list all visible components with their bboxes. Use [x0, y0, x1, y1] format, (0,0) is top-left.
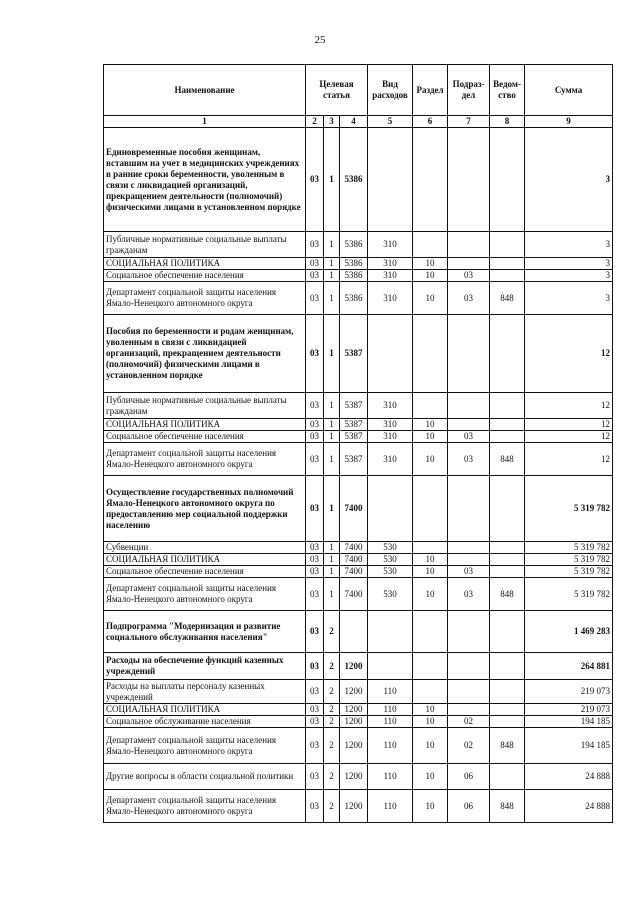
department-code — [490, 476, 525, 542]
section-code: 10 — [413, 566, 448, 578]
table-row — [104, 258, 613, 270]
subsection-code — [448, 611, 490, 653]
target-program-code: 03 — [306, 419, 324, 431]
row-amount: 24 888 — [525, 790, 613, 823]
department-code — [490, 542, 525, 554]
row-name: Публичные нормативные социальные выплаты гражданам — [104, 232, 306, 258]
section-code: 10 — [413, 764, 448, 790]
header-row — [104, 65, 613, 116]
expense-type-code: 110 — [368, 728, 413, 764]
expense-type-code: 310 — [368, 258, 413, 270]
subsection-code — [448, 704, 490, 716]
table-row — [104, 393, 613, 419]
column-number: 5 — [368, 116, 413, 128]
row-amount: 3 — [525, 270, 613, 282]
department-code: 848 — [490, 578, 525, 611]
table-row — [104, 270, 613, 282]
row-name: Социальное обслуживание населения — [104, 716, 306, 728]
subsection-code — [448, 554, 490, 566]
department-code: 848 — [490, 728, 525, 764]
row-amount: 194 185 — [525, 716, 613, 728]
target-subprogram-code: 1 — [324, 315, 340, 393]
target-item-code: 5387 — [340, 443, 368, 476]
header-section: Раздел — [413, 65, 448, 116]
header-amount: Сумма — [525, 65, 613, 116]
row-amount: 264 881 — [525, 653, 613, 680]
row-name: Подпрограмма "Модернизация и развитие социального обслуживания населения" — [104, 611, 306, 653]
section-code — [413, 680, 448, 704]
subsection-code: 03 — [448, 270, 490, 282]
department-code: 848 — [490, 443, 525, 476]
target-program-code: 03 — [306, 680, 324, 704]
target-item-code: 5386 — [340, 270, 368, 282]
target-subprogram-code: 1 — [324, 542, 340, 554]
budget-table — [103, 64, 613, 823]
section-code: 10 — [413, 270, 448, 282]
header-expense-type: Вид расходов — [368, 65, 413, 116]
department-code — [490, 704, 525, 716]
row-name: Расходы на выплаты персоналу казенных учреждений — [104, 680, 306, 704]
subsection-code — [448, 476, 490, 542]
row-name: Субвенции — [104, 542, 306, 554]
department-code — [490, 419, 525, 431]
row-amount: 219 073 — [525, 704, 613, 716]
table-row — [104, 578, 613, 611]
target-program-code: 03 — [306, 578, 324, 611]
row-name: СОЦИАЛЬНАЯ ПОЛИТИКА — [104, 554, 306, 566]
target-program-code: 03 — [306, 232, 324, 258]
subsection-code — [448, 419, 490, 431]
expense-type-code: 530 — [368, 566, 413, 578]
row-amount: 219 073 — [525, 680, 613, 704]
row-amount: 24 888 — [525, 764, 613, 790]
table-row — [104, 716, 613, 728]
target-program-code: 03 — [306, 282, 324, 315]
table-row — [104, 790, 613, 823]
target-item-code: 5386 — [340, 232, 368, 258]
target-program-code: 03 — [306, 611, 324, 653]
row-amount: 5 319 782 — [525, 578, 613, 611]
expense-type-code — [368, 476, 413, 542]
section-code: 10 — [413, 578, 448, 611]
row-name: Департамент социальной защиты населения Ямало-Ненецкого автономного округа — [104, 790, 306, 823]
target-item-code: 1200 — [340, 653, 368, 680]
target-item-code: 7400 — [340, 476, 368, 542]
table-row — [104, 704, 613, 716]
target-item-code: 5387 — [340, 419, 368, 431]
section-code: 10 — [413, 790, 448, 823]
department-code — [490, 128, 525, 232]
table-row — [104, 554, 613, 566]
target-item-code — [340, 611, 368, 653]
expense-type-code: 310 — [368, 393, 413, 419]
department-code — [490, 680, 525, 704]
department-code — [490, 611, 525, 653]
table-row — [104, 128, 613, 232]
subsection-code — [448, 680, 490, 704]
section-code — [413, 611, 448, 653]
row-amount: 1 469 283 — [525, 611, 613, 653]
section-code: 10 — [413, 431, 448, 443]
table-row — [104, 419, 613, 431]
target-item-code: 1200 — [340, 790, 368, 823]
row-name: Расходы на обеспечение функций казенных учреждений — [104, 653, 306, 680]
row-name: Департамент социальной защиты населения Ямало-Ненецкого автономного округа — [104, 728, 306, 764]
row-name: СОЦИАЛЬНАЯ ПОЛИТИКА — [104, 419, 306, 431]
row-amount: 12 — [525, 393, 613, 419]
target-item-code: 5387 — [340, 431, 368, 443]
target-program-code: 03 — [306, 476, 324, 542]
row-amount: 12 — [525, 419, 613, 431]
column-number: 9 — [525, 116, 613, 128]
column-number: 7 — [448, 116, 490, 128]
section-code: 10 — [413, 704, 448, 716]
target-program-code: 03 — [306, 554, 324, 566]
department-code — [490, 270, 525, 282]
subsection-code: 02 — [448, 716, 490, 728]
department-code — [490, 258, 525, 270]
row-name: Социальное обеспечение населения — [104, 270, 306, 282]
target-subprogram-code: 2 — [324, 704, 340, 716]
target-item-code: 7400 — [340, 578, 368, 611]
section-code — [413, 393, 448, 419]
row-name: СОЦИАЛЬНАЯ ПОЛИТИКА — [104, 704, 306, 716]
section-code — [413, 476, 448, 542]
subsection-code: 03 — [448, 566, 490, 578]
subsection-code — [448, 258, 490, 270]
target-subprogram-code: 1 — [324, 282, 340, 315]
target-subprogram-code: 2 — [324, 790, 340, 823]
section-code — [413, 653, 448, 680]
target-item-code: 5387 — [340, 393, 368, 419]
section-code — [413, 542, 448, 554]
target-subprogram-code: 1 — [324, 393, 340, 419]
target-item-code: 1200 — [340, 728, 368, 764]
table-row — [104, 653, 613, 680]
target-item-code: 1200 — [340, 764, 368, 790]
section-code: 10 — [413, 554, 448, 566]
expense-type-code: 110 — [368, 704, 413, 716]
department-code — [490, 653, 525, 680]
department-code — [490, 764, 525, 790]
page-number: 25 — [314, 34, 326, 46]
header-name: Наименование — [104, 65, 306, 116]
row-amount: 3 — [525, 128, 613, 232]
subsection-code — [448, 128, 490, 232]
target-subprogram-code: 2 — [324, 764, 340, 790]
expense-type-code: 310 — [368, 443, 413, 476]
expense-type-code — [368, 315, 413, 393]
subsection-code — [448, 315, 490, 393]
subsection-code — [448, 542, 490, 554]
target-subprogram-code: 1 — [324, 232, 340, 258]
expense-type-code — [368, 128, 413, 232]
target-item-code: 5386 — [340, 258, 368, 270]
row-amount: 12 — [525, 443, 613, 476]
target-program-code: 03 — [306, 716, 324, 728]
target-subprogram-code: 1 — [324, 270, 340, 282]
target-program-code: 03 — [306, 128, 324, 232]
row-name: Социальное обеспечение населения — [104, 431, 306, 443]
row-amount: 5 319 782 — [525, 554, 613, 566]
section-code: 10 — [413, 258, 448, 270]
target-program-code: 03 — [306, 315, 324, 393]
row-amount: 5 319 782 — [525, 566, 613, 578]
row-amount: 12 — [525, 315, 613, 393]
table-row — [104, 680, 613, 704]
target-program-code: 03 — [306, 764, 324, 790]
table-row — [104, 476, 613, 542]
department-code — [490, 716, 525, 728]
table-row — [104, 232, 613, 258]
target-subprogram-code: 1 — [324, 578, 340, 611]
table-row — [104, 611, 613, 653]
section-code — [413, 128, 448, 232]
target-program-code: 03 — [306, 653, 324, 680]
column-number: 8 — [490, 116, 525, 128]
target-program-code: 03 — [306, 704, 324, 716]
subsection-code: 06 — [448, 790, 490, 823]
target-subprogram-code: 1 — [324, 419, 340, 431]
subsection-code — [448, 393, 490, 419]
subsection-code: 03 — [448, 578, 490, 611]
target-subprogram-code: 2 — [324, 611, 340, 653]
expense-type-code: 310 — [368, 270, 413, 282]
target-item-code: 5387 — [340, 315, 368, 393]
target-subprogram-code: 2 — [324, 653, 340, 680]
target-subprogram-code: 1 — [324, 431, 340, 443]
column-number-row — [104, 116, 613, 128]
target-program-code: 03 — [306, 431, 324, 443]
department-code: 848 — [490, 790, 525, 823]
table-row — [104, 282, 613, 315]
table-row — [104, 431, 613, 443]
target-program-code: 03 — [306, 790, 324, 823]
department-code — [490, 232, 525, 258]
department-code: 848 — [490, 282, 525, 315]
section-code — [413, 232, 448, 258]
column-number: 2 — [306, 116, 324, 128]
row-name: Публичные нормативные социальные выплаты гражданам — [104, 393, 306, 419]
column-number: 1 — [104, 116, 306, 128]
section-code: 10 — [413, 282, 448, 315]
target-subprogram-code: 1 — [324, 554, 340, 566]
section-code — [413, 315, 448, 393]
department-code — [490, 315, 525, 393]
table-row — [104, 315, 613, 393]
target-item-code: 1200 — [340, 704, 368, 716]
department-code — [490, 566, 525, 578]
target-subprogram-code: 1 — [324, 443, 340, 476]
section-code: 10 — [413, 443, 448, 476]
target-subprogram-code: 1 — [324, 128, 340, 232]
subsection-code: 03 — [448, 431, 490, 443]
target-item-code: 7400 — [340, 566, 368, 578]
header-department: Ведом-ство — [490, 65, 525, 116]
subsection-code — [448, 232, 490, 258]
target-program-code: 03 — [306, 728, 324, 764]
target-program-code: 03 — [306, 258, 324, 270]
expense-type-code: 110 — [368, 680, 413, 704]
row-name: Единовременные пособия женщинам, вставшим на учет в медицинских учреждениях в ранние сроки беременности, уволенным в связи с ликвидацией организаций, прекращением деятельности (полномочий) физическими лицами в установленном порядке — [104, 128, 306, 232]
subsection-code — [448, 653, 490, 680]
row-amount: 194 185 — [525, 728, 613, 764]
target-subprogram-code: 2 — [324, 716, 340, 728]
target-program-code: 03 — [306, 393, 324, 419]
row-name: Департамент социальной защиты населения Ямало-Ненецкого автономного округа — [104, 443, 306, 476]
target-program-code: 03 — [306, 542, 324, 554]
department-code — [490, 431, 525, 443]
subsection-code: 03 — [448, 282, 490, 315]
target-program-code: 03 — [306, 270, 324, 282]
row-amount: 5 319 782 — [525, 476, 613, 542]
row-name: СОЦИАЛЬНАЯ ПОЛИТИКА — [104, 258, 306, 270]
row-name: Пособия по беременности и родам женщинам, уволенным в связи с ликвидацией организаций, прекращением деятельности (полномочий) физическими лицами в установленном порядке — [104, 315, 306, 393]
table-row — [104, 728, 613, 764]
target-item-code: 5386 — [340, 282, 368, 315]
section-code: 10 — [413, 728, 448, 764]
table-body — [104, 128, 613, 823]
target-item-code: 7400 — [340, 542, 368, 554]
target-subprogram-code: 1 — [324, 258, 340, 270]
department-code — [490, 393, 525, 419]
target-subprogram-code: 2 — [324, 728, 340, 764]
target-subprogram-code: 1 — [324, 476, 340, 542]
target-program-code: 03 — [306, 566, 324, 578]
row-amount: 3 — [525, 258, 613, 270]
header-subsection: Подраз-дел — [448, 65, 490, 116]
target-item-code: 7400 — [340, 554, 368, 566]
row-amount: 12 — [525, 431, 613, 443]
subsection-code: 03 — [448, 443, 490, 476]
section-code: 10 — [413, 419, 448, 431]
expense-type-code: 310 — [368, 431, 413, 443]
row-name: Осуществление государственных полномочий Ямало-Ненецкого автономного округа по предоставлению мер социальной поддержки населению — [104, 476, 306, 542]
expense-type-code: 110 — [368, 764, 413, 790]
expense-type-code — [368, 653, 413, 680]
table-row — [104, 566, 613, 578]
row-name: Социальное обеспечение населения — [104, 566, 306, 578]
expense-type-code: 310 — [368, 419, 413, 431]
expense-type-code: 530 — [368, 542, 413, 554]
table-row — [104, 443, 613, 476]
column-number: 4 — [340, 116, 368, 128]
target-subprogram-code: 2 — [324, 680, 340, 704]
row-amount: 3 — [525, 282, 613, 315]
expense-type-code: 310 — [368, 282, 413, 315]
section-code: 10 — [413, 716, 448, 728]
department-code — [490, 554, 525, 566]
table-row — [104, 542, 613, 554]
target-item-code: 1200 — [340, 716, 368, 728]
row-name: Другие вопросы в области социальной политики — [104, 764, 306, 790]
target-program-code: 03 — [306, 443, 324, 476]
row-name: Департамент социальной защиты населения Ямало-Ненецкого автономного округа — [104, 578, 306, 611]
table-row — [104, 764, 613, 790]
expense-type-code: 110 — [368, 790, 413, 823]
expense-type-code: 530 — [368, 554, 413, 566]
subsection-code: 02 — [448, 728, 490, 764]
expense-type-code — [368, 611, 413, 653]
target-item-code: 5386 — [340, 128, 368, 232]
row-amount: 3 — [525, 232, 613, 258]
target-item-code: 1200 — [340, 680, 368, 704]
row-amount: 5 319 782 — [525, 542, 613, 554]
target-subprogram-code: 1 — [324, 566, 340, 578]
header-target: Целевая статья — [306, 65, 368, 116]
expense-type-code: 310 — [368, 232, 413, 258]
column-number: 3 — [324, 116, 340, 128]
subsection-code: 06 — [448, 764, 490, 790]
row-name: Департамент социальной защиты населения Ямало-Ненецкого автономного округа — [104, 282, 306, 315]
expense-type-code: 530 — [368, 578, 413, 611]
expense-type-code: 110 — [368, 716, 413, 728]
column-number: 6 — [413, 116, 448, 128]
